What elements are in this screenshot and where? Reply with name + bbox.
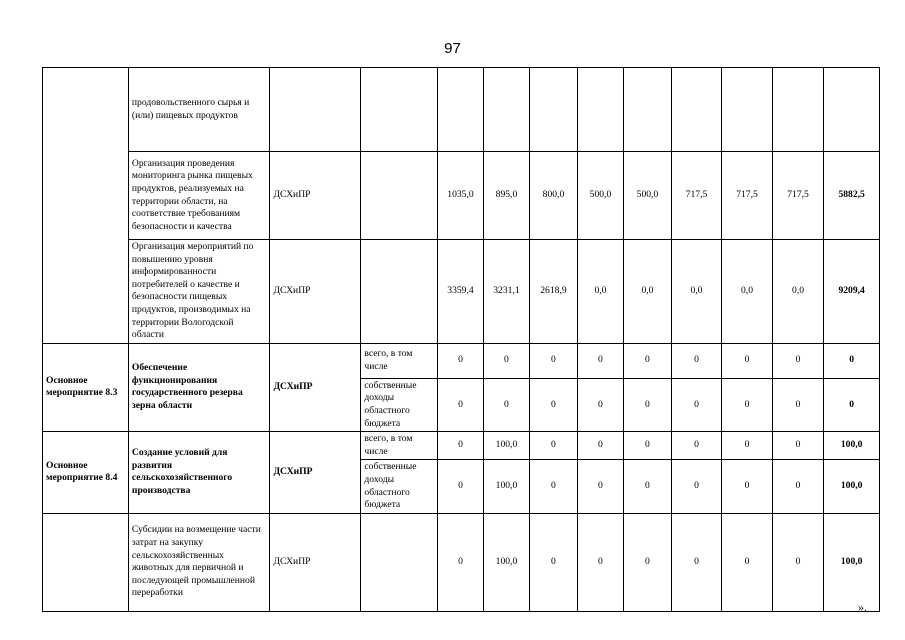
funding-source: собственные доходы областного бюджета (361, 460, 438, 513)
main-event-label: Основное мероприятие 8.4 (43, 432, 129, 514)
value-cell: 0 (722, 460, 773, 513)
value-cell: 0 (671, 460, 722, 513)
value-cell: 0 (772, 343, 824, 378)
total-cell: 0 (824, 378, 880, 431)
value-cell: 0 (722, 513, 773, 611)
value-cell (483, 68, 530, 152)
closing-quote: ». (858, 600, 867, 614)
table-row (43, 68, 880, 152)
value-cell: 0 (577, 460, 624, 513)
value-cell: 500,0 (577, 152, 624, 240)
value-cell: 895,0 (483, 152, 530, 240)
value-cell: 0 (483, 378, 530, 431)
executor-cell: ДСХиПР (270, 152, 361, 240)
value-cell: 0 (624, 343, 672, 378)
value-cell: 0 (530, 513, 578, 611)
total-cell: 9209,4 (824, 240, 880, 344)
value-cell: 0 (530, 432, 578, 460)
value-cell: 0 (577, 378, 624, 431)
total-cell (824, 68, 880, 152)
main-event-label: Основное мероприятие 8.3 (43, 343, 129, 431)
value-cell: 0,0 (624, 240, 672, 344)
event-name: Организация мероприятий по повышению уровня информированности потребителей о качестве и безопасности пищевых продуктов, производимых на территории Вологодской области (128, 240, 270, 344)
value-cell: 3359,4 (438, 240, 483, 344)
value-cell: 0 (624, 432, 672, 460)
value-cell: 0,0 (772, 240, 824, 344)
value-cell: 0 (722, 432, 773, 460)
total-cell: 100,0 (824, 460, 880, 513)
value-cell: 0 (438, 343, 483, 378)
value-cell: 0 (438, 378, 483, 431)
value-cell: 0 (624, 513, 672, 611)
value-cell: 0 (530, 378, 578, 431)
value-cell: 0 (624, 460, 672, 513)
value-cell: 3231,1 (483, 240, 530, 344)
total-cell: 100,0 (824, 432, 880, 460)
funding-source: всего, в том числе (361, 343, 438, 378)
value-cell: 2618,9 (530, 240, 578, 344)
value-cell: 0 (671, 343, 722, 378)
executor-cell: ДСХиПР (270, 240, 361, 344)
value-cell: 0 (772, 513, 824, 611)
value-cell: 0 (530, 460, 578, 513)
value-cell: 0 (577, 432, 624, 460)
source-cell (361, 240, 438, 344)
value-cell (772, 68, 824, 152)
value-cell (624, 68, 672, 152)
source-cell (361, 68, 438, 152)
event-name: Организация проведения мониторинга рынка пищевых продуктов, реализуемых на территории области, на соответствие требованиям безопасности и качества (128, 152, 270, 240)
value-cell: 0 (772, 432, 824, 460)
value-cell: 0 (438, 432, 483, 460)
source-cell (361, 152, 438, 240)
event-name: Субсидии на возмещение части затрат на закупку сельскохозяйственных животных для первичной и последующей промышленной переработки (128, 513, 270, 611)
value-cell: 0 (671, 513, 722, 611)
event-name: продовольственного сырья и (или) пищевых продуктов (128, 68, 270, 152)
value-cell: 0 (671, 378, 722, 431)
executor-cell (270, 68, 361, 152)
executor-cell: ДСХиПР (270, 513, 361, 611)
value-cell: 717,5 (722, 152, 773, 240)
value-cell: 0,0 (722, 240, 773, 344)
value-cell: 0 (772, 460, 824, 513)
value-cell: 500,0 (624, 152, 672, 240)
source-cell (361, 513, 438, 611)
main-event-cell-empty (43, 513, 129, 611)
value-cell: 0,0 (671, 240, 722, 344)
value-cell (722, 68, 773, 152)
table-row (43, 152, 880, 240)
table-row (43, 343, 880, 378)
page-number: 97 (444, 40, 461, 57)
value-cell: 0 (671, 432, 722, 460)
funding-source: собственные доходы областного бюджета (361, 378, 438, 431)
value-cell: 0 (577, 343, 624, 378)
value-cell: 717,5 (671, 152, 722, 240)
main-event-cell-empty (43, 68, 129, 344)
value-cell: 0 (438, 513, 483, 611)
value-cell: 100,0 (483, 460, 530, 513)
value-cell: 0 (438, 460, 483, 513)
value-cell (671, 68, 722, 152)
value-cell: 100,0 (483, 513, 530, 611)
value-cell: 0 (624, 378, 672, 431)
executor-cell: ДСХиПР (270, 343, 361, 431)
value-cell: 0 (722, 343, 773, 378)
value-cell: 0 (577, 513, 624, 611)
value-cell: 100,0 (483, 432, 530, 460)
value-cell (530, 68, 578, 152)
event-name: Создание условий для развития сельскохозяйственного производства (128, 432, 270, 514)
value-cell: 0 (722, 378, 773, 431)
value-cell: 0 (530, 343, 578, 378)
table-row (43, 513, 880, 611)
value-cell (438, 68, 483, 152)
value-cell: 1035,0 (438, 152, 483, 240)
total-cell: 100,0 (824, 513, 880, 611)
value-cell (577, 68, 624, 152)
value-cell: 717,5 (772, 152, 824, 240)
table-row (43, 432, 880, 460)
value-cell: 800,0 (530, 152, 578, 240)
total-cell: 0 (824, 343, 880, 378)
value-cell: 0 (772, 378, 824, 431)
value-cell: 0,0 (577, 240, 624, 344)
value-cell: 0 (483, 343, 530, 378)
executor-cell: ДСХиПР (270, 432, 361, 514)
table-row (43, 240, 880, 344)
event-name: Обеспечение функционирования государственного резерва зерна области (128, 343, 270, 431)
total-cell: 5882,5 (824, 152, 880, 240)
funding-source: всего, в том числе (361, 432, 438, 460)
budget-table (42, 67, 880, 612)
